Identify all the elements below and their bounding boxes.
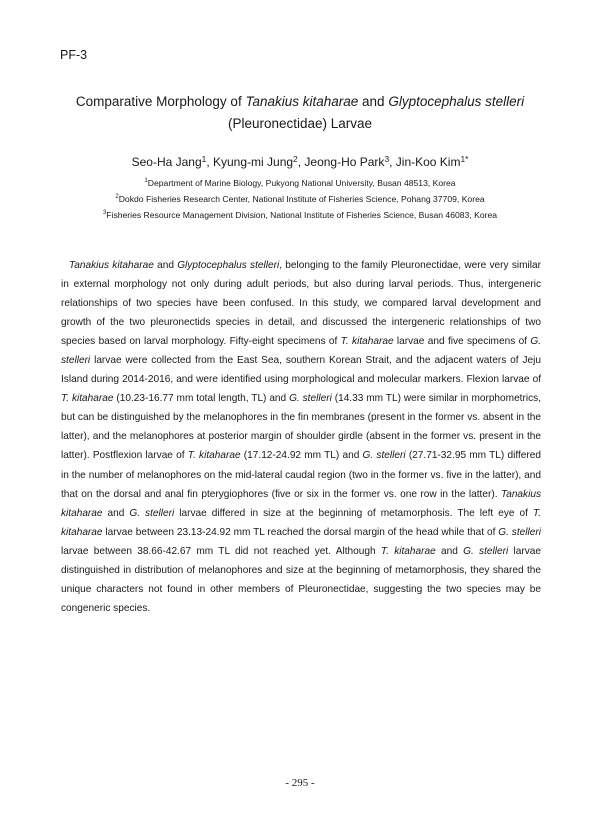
author-name: Jeong-Ho Park [304,155,385,169]
abstract-text: larvae between 38.66-42.67 mm TL did not reached yet. Although [61,545,381,557]
author-affiliation-mark: 2 [293,154,298,164]
species-name: T. kitaharae [61,393,114,405]
species-name: G. stelleri [129,507,175,519]
author-affiliation-mark: 1* [460,154,469,164]
species-name: G. stelleri [61,336,542,367]
author-name: Kyung-mi Jung [213,155,294,169]
affiliation-mark: 3 [102,210,107,216]
author-list [40,155,560,169]
session-code: PF-3 [60,48,88,62]
species-name: T. kitaharae [61,507,541,538]
abstract-text: larvae differed in size at the beginning of metamorphosis. The left eye of [174,507,533,519]
abstract-text: , belonging to the family Pleuronectidae, were very similar in external morphology not only during adult periods, but also during larval periods. Thus, intergeneric relationships of two species have been confused. In this study, we compared larval development and growth of the two pleuronectids species in detail, and discussed the intergeneric relationships of two species based on larval morphology. Fifty-eight specimens of [61,260,541,348]
author-name: Seo-Ha Jang [131,155,202,169]
abstract-paragraph [61,256,541,618]
abstract-text: (10.23-16.77 mm total length, TL) and [113,393,290,405]
species-name: Tanakius kitaharae [61,488,541,519]
abstract-text: larvae and five specimens of [393,336,531,348]
abstract-text: (14.33 mm TL) were similar in morphometrics, but can be distinguished by the melanophores in the fin membranes (present in the former vs. absent in the latter), and the melanophores at posterior margin of shoulder girdle (absent in the former vs. present in the latter). Postflexion larvae of [61,393,541,462]
author-separator: , [389,155,396,169]
species-name: T. kitaharae [340,336,394,348]
abstract-text: (27.71-32.95 mm TL) differed in the number of melanophores on the mid-lateral caudal region (two in the former vs. five in the latter), and that on the dorsal and anal fin pterygiophores (five or six in the former vs. one row in the latter). [61,450,541,500]
affiliation-text: Fisheries Resource Management Division, National Institute of Fisheries Science, Busan 46083, Korea [106,210,498,220]
abstract-text: and [102,507,130,519]
affiliation-mark: 1 [144,178,148,184]
author-name: Jin-Koo Kim [395,155,461,169]
affiliation [40,194,560,204]
title-prefix: Comparative Morphology of [75,94,246,109]
abstract-text: and [435,545,464,557]
title-line-2: (Pleuronectidae) Larvae [227,116,373,131]
title-species-2: Glyptocephalus stelleri [388,94,525,109]
affiliation-mark: 2 [115,194,119,200]
author-affiliation-mark: 1 [201,154,207,164]
species-name: T. kitaharae [187,450,241,462]
author-affiliation-mark: 3 [384,154,390,164]
species-name: G. stelleri [498,526,541,538]
author-separator: , [297,155,305,169]
title-line-1 [40,91,560,113]
author-separator: , [206,155,213,169]
species-name: G. stelleri [463,545,509,557]
species-name: Tanakius kitaharae [69,260,154,271]
abstract-text: and [153,260,178,271]
species-name: T. kitaharae [380,545,436,557]
page-number: - 295 - [285,777,315,789]
paper-title [40,91,560,135]
title-middle: and [358,94,389,109]
affiliation-text: Dokdo Fisheries Research Center, National Institute of Fisheries Science, Pohang 37709, Korea [118,194,485,204]
affiliation-text: Department of Marine Biology, Pukyong National University, Busan 48513, Korea [147,178,456,188]
abstract-text: larvae between 23.13-24.92 mm TL reached the dorsal margin of the head while that of [102,526,499,538]
affiliation [40,178,560,188]
abstract-text: larvae were collected from the East Sea, southern Korean Strait, and the adjacent waters of Jeju Island during 2014-2016, and were identified using morphological and molecular markers. Flexion larvae of [61,355,541,386]
affiliation [40,210,560,220]
species-name: Glyptocephalus stelleri [177,260,280,271]
abstract-text: larvae distinguished in distribution of melanophores and size at the beginning of metamorphosis, they shared the unique characters not found in other members of Pleuronectidae, suggesting the two species may be congeneric species. [61,545,542,614]
title-species-1: Tanakius kitaharae [245,94,359,109]
species-name: G. stelleri [362,450,406,462]
abstract-text: (17.12-24.92 mm TL) and [240,450,363,462]
species-name: G. stelleri [289,393,332,405]
